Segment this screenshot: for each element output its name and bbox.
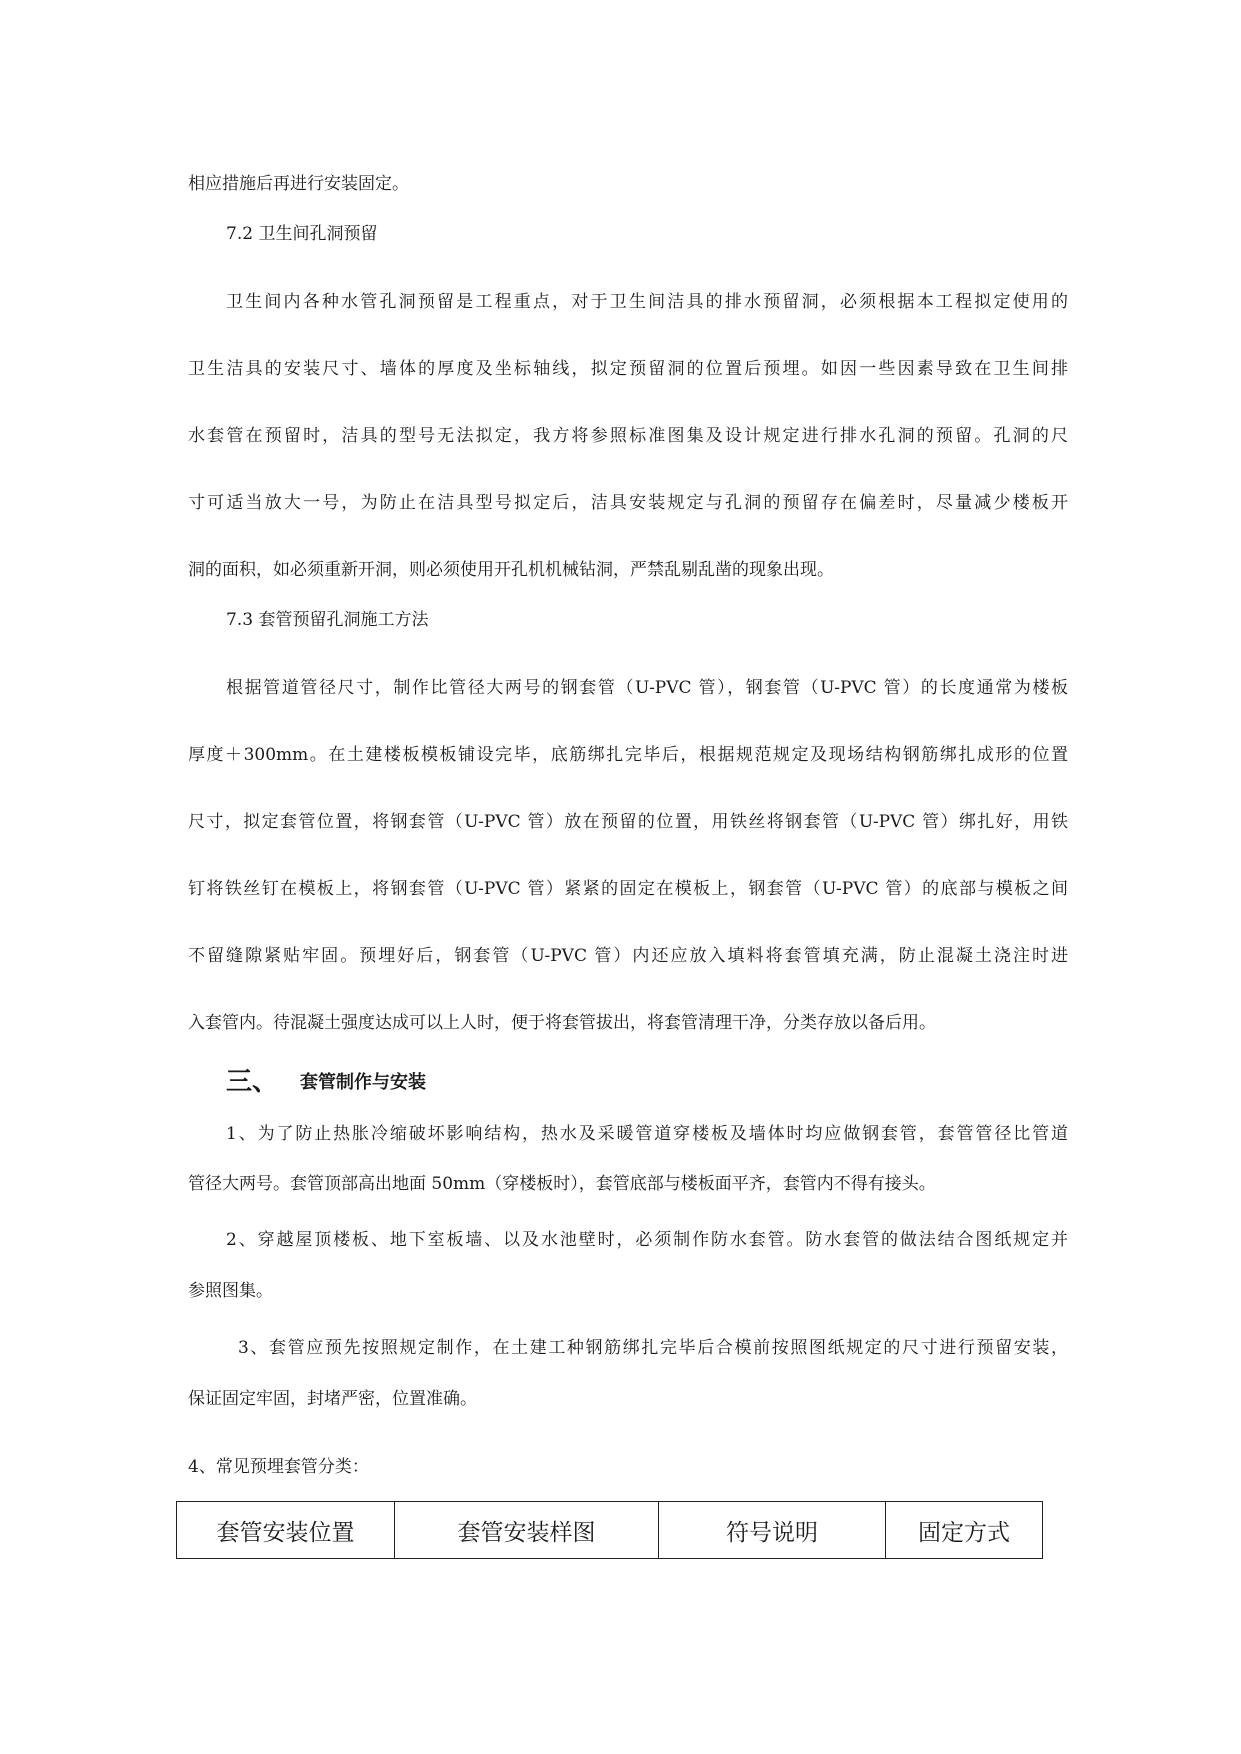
section-title: 套管制作与安装 (300, 1072, 427, 1093)
paragraph-line: 相应措施后再进行安装固定。 (188, 174, 409, 194)
paragraph-line: 管径大两号。套管顶部高出地面 50mm（穿楼板时），套管底部与楼板面平齐，套管内不得有接头。 (188, 1174, 936, 1194)
paragraph-line: 2、穿越屋顶楼板、地下室板墙、以及水池壁时，必须制作防水套管。防水套管的做法结合图纸规定并 (226, 1230, 1068, 1250)
table-header-cell: 套管安装位置 (177, 1502, 395, 1559)
paragraph-line: 卫生间内各种水管孔洞预留是工程重点，对于卫生间洁具的排水预留洞，必须根据本工程拟定使用的 (226, 292, 1068, 312)
paragraph-line: 水套管在预留时，洁具的型号无法拟定，我方将参照标准图集及设计规定进行排水孔洞的预留。孔洞的尺 (188, 426, 1068, 446)
table-header-cell: 符号说明 (659, 1502, 886, 1559)
casing-classification-table (176, 1501, 1043, 1559)
section-heading (226, 1067, 426, 1098)
paragraph-line: 根据管道管径尺寸，制作比管径大两号的钢套管（U-PVC 管），钢套管（U-PVC 管）的长度通常为楼板 (226, 678, 1068, 698)
table-header-row (177, 1502, 1043, 1559)
paragraph-line: 钉将铁丝钉在模板上，将钢套管（U-PVC 管）紧紧的固定在模板上，钢套管（U-PVC 管）的底部与模板之间 (188, 879, 1068, 899)
paragraph-line: 保证固定牢固，封堵严密，位置准确。 (188, 1389, 477, 1409)
paragraph-line: 1、为了防止热胀冷缩破坏影响结构，热水及采暖管道穿楼板及墙体时均应做钢套管，套管管径比管道 (226, 1124, 1068, 1144)
table-header-cell: 套管安装样图 (395, 1502, 659, 1559)
paragraph-line: 入套管内。待混凝土强度达成可以上人时，便于将套管拔出，将套管清理干净，分类存放以备后用。 (188, 1013, 936, 1033)
subsection-heading-7-2: 7.2 卫生间孔洞预留 (226, 224, 378, 244)
table-header-cell: 固定方式 (886, 1502, 1043, 1559)
paragraph-line: 洞的面积，如必须重新开洞，则必须使用开孔机机械钻洞，严禁乱剔乱凿的现象出现。 (188, 560, 834, 580)
paragraph-line: 3、套管应预先按照规定制作，在土建工种钢筋绑扎完毕后合模前按照图纸规定的尺寸进行预留安装， (238, 1338, 1068, 1358)
paragraph-line: 不留缝隙紧贴牢固。预埋好后，钢套管（U-PVC 管）内还应放入填料将套管填充满，防止混凝土浇注时进 (188, 946, 1068, 966)
paragraph-line: 参照图集。 (188, 1281, 273, 1301)
paragraph-line: 厚度＋300mm。在土建楼板模板铺设完毕，底筋绑扎完毕后，根据规范规定及现场结构钢筋绑扎成形的位置 (188, 745, 1068, 765)
paragraph-line: 4、常见预埋套管分类： (188, 1457, 369, 1477)
subsection-heading-7-3: 7.3 套管预留孔洞施工方法 (226, 610, 429, 630)
paragraph-line: 卫生洁具的安装尺寸、墙体的厚度及坐标轴线，拟定预留洞的位置后预埋。如因一些因素导致在卫生间排 (188, 359, 1068, 379)
paragraph-line: 尺寸，拟定套管位置，将钢套管（U-PVC 管）放在预留的位置，用铁丝将钢套管（U-PVC 管）绑扎好，用铁 (188, 812, 1068, 832)
section-number: 三、 (226, 1067, 279, 1097)
paragraph-line: 寸可适当放大一号，为防止在洁具型号拟定后，洁具安装规定与孔洞的预留存在偏差时，尽量减少楼板开 (188, 493, 1068, 513)
